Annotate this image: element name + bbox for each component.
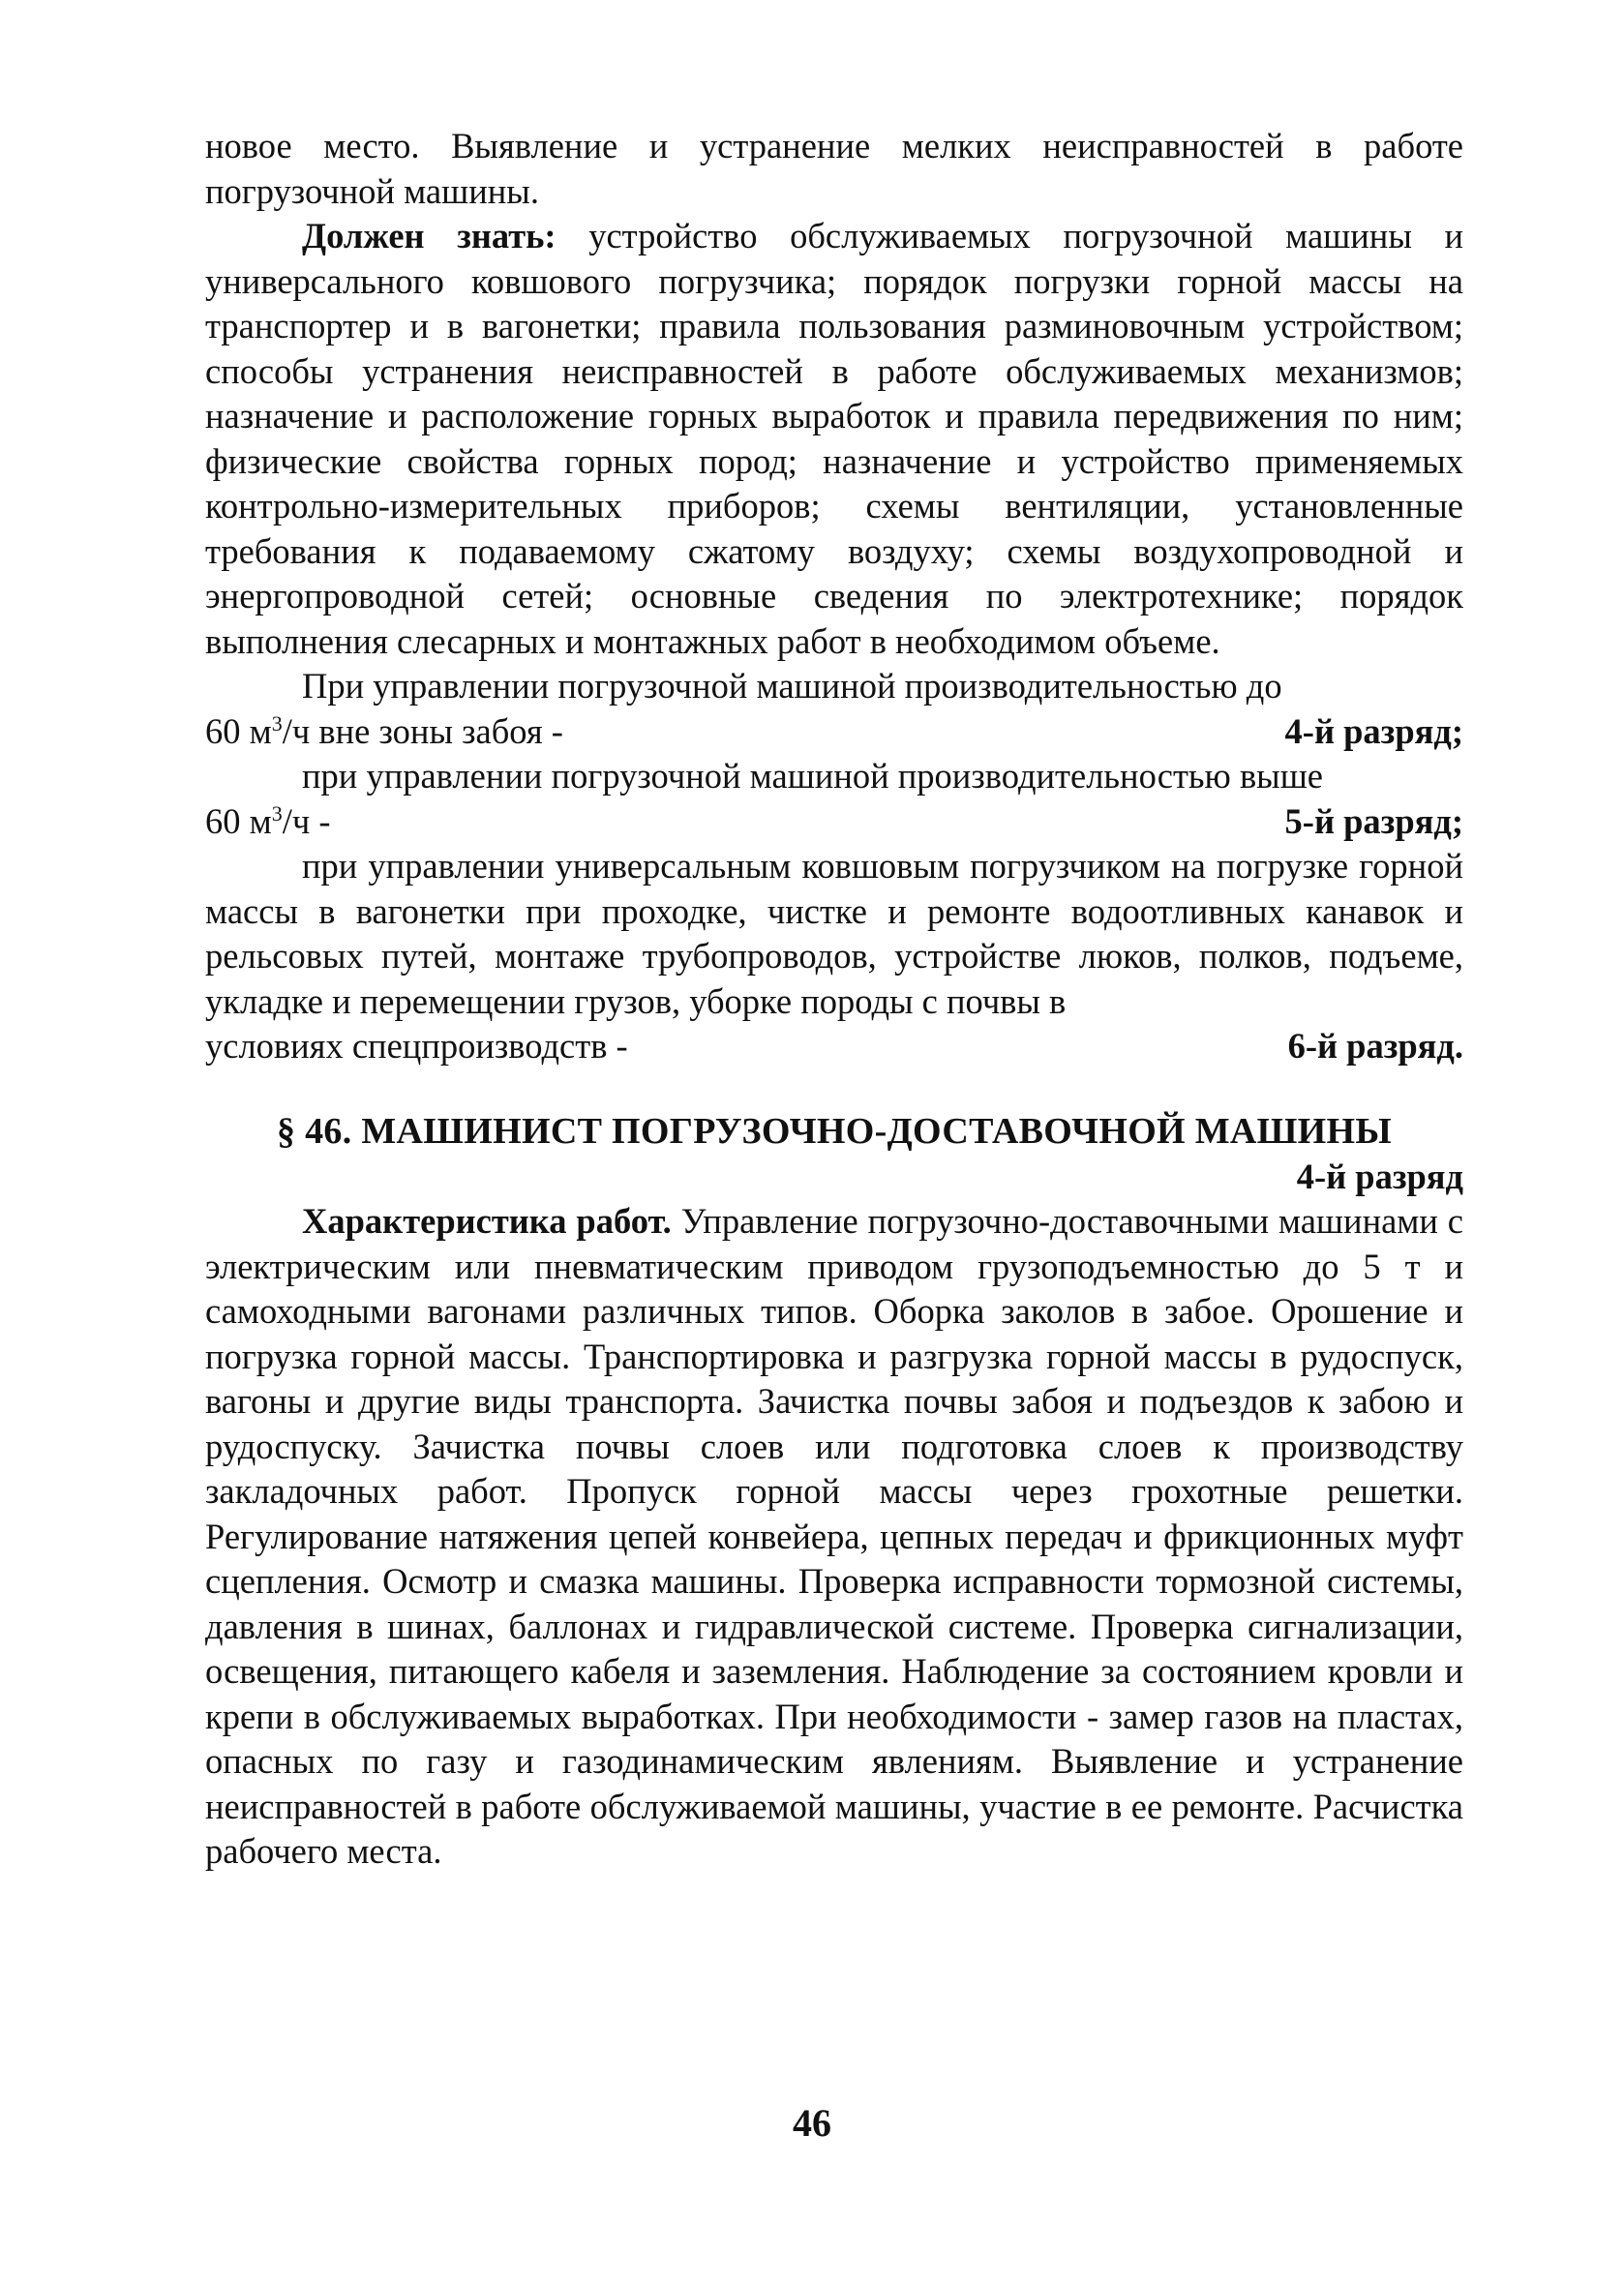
rank-6-condition: условиях спецпроизводств - [205, 1026, 628, 1066]
rank-6-text: при управлении универсальным ковшовым погрузчиком на погрузке горной массы в вагонетки при проходке, чистке и ремонте водоотливных канавок и рельсовых путей, монтаже трубопроводов, устройстве люков, полков, подъеме, укладке и перемещении грузов, уборке породы с почвы в [205, 846, 1463, 1021]
rank-6-label: 6-й разряд. [1287, 1026, 1463, 1066]
paragraph-work-characteristics [205, 1199, 1463, 1875]
work-characteristics-lead: Характеристика работ. [302, 1201, 672, 1241]
knowledge-body: устройство обслуживаемых погрузочной машины и универсального ковшового погрузчика; порядок погрузки горной массы на транспортер и в вагонетки; правила пользования разминовочным устройством; способы устранения неисправностей в работе обслуживаемых механизмов; назначение и расположение горных выработок и правила передвижения по ним; физические свойства горных пород; назначение и устройство применяемых контрольно-измерительных приборов; схемы вентиляции, установленные требования к подаваемому сжатому воздуху; схемы воздухопроводной и энергопроводной сетей; основные сведения по электротехнике; порядок выполнения слесарных и монтажных работ в необходимом объеме. [205, 216, 1463, 661]
rank-4-condition: 60 $м^3/ч$ вне зоны забоя - [205, 710, 563, 751]
rank-4-label: 4-й разряд; [1284, 710, 1463, 751]
rank-5-text: при управлении погрузочной машиной производительностью выше [302, 756, 1324, 796]
section-title: § 46. МАШИНИСТ ПОГРУЗОЧНО-ДОСТАВОЧНОЙ МАШИНЫ [277, 1110, 1392, 1152]
rank-6-line [205, 1024, 1463, 1069]
rank-4-text: При управлении погрузочной машиной производительностью до [302, 666, 1282, 706]
rank-5-line [205, 799, 1463, 845]
section-rank: 4-й разряд [1296, 1156, 1463, 1196]
rank-5-condition: 60 $м^3/ч$ - [205, 800, 331, 841]
work-characteristics-body: Управление погрузочно-доставочными машинами с электрическим или пневматическим приводом грузоподъемностью до 5 т и самоходными вагонами различных типов. Оборка заколов в забое. Орошение и погрузка горной массы. Транспортировка и разгрузка горной массы в рудоспуск, вагоны и другие виды транспорта. Зачистка почвы забоя и подъездов к забою и рудоспуску. Зачистка почвы слоев или подготовка слоев к производству закладочных работ. Пропуск горной массы через грохотные решетки. Регулирование натяжения цепей конвейера, цепных передач и фрикционных муфт сцепления. Осмотр и смазка машины. Проверка исправности тормозной системы, давления в шинах, баллонах и гидравлической системе. Проверка сигнализации, освещения, питающего кабеля и заземления. Наблюдение за состоянием кровли и крепи в обслуживаемых выработках. При необходимости - замер газов на пластах, опасных по газу и газодинамическим явлениям. Выявление и устранение неисправностей в работе обслуживаемой машины, участие в ее ремонте. Расчистка рабочего места. [205, 1201, 1463, 1871]
knowledge-lead: Должен знать: [302, 216, 556, 256]
rank-5-label: 5-й разряд; [1284, 800, 1463, 841]
document-page [205, 124, 1463, 1875]
paragraph-knowledge [205, 214, 1463, 664]
rank-4-line [205, 709, 1463, 755]
paragraph-continuation: новое место. Выявление и устранение мелких неисправностей в работе погрузочной машины. [205, 126, 1463, 211]
page-number: 46 [793, 2101, 831, 2145]
